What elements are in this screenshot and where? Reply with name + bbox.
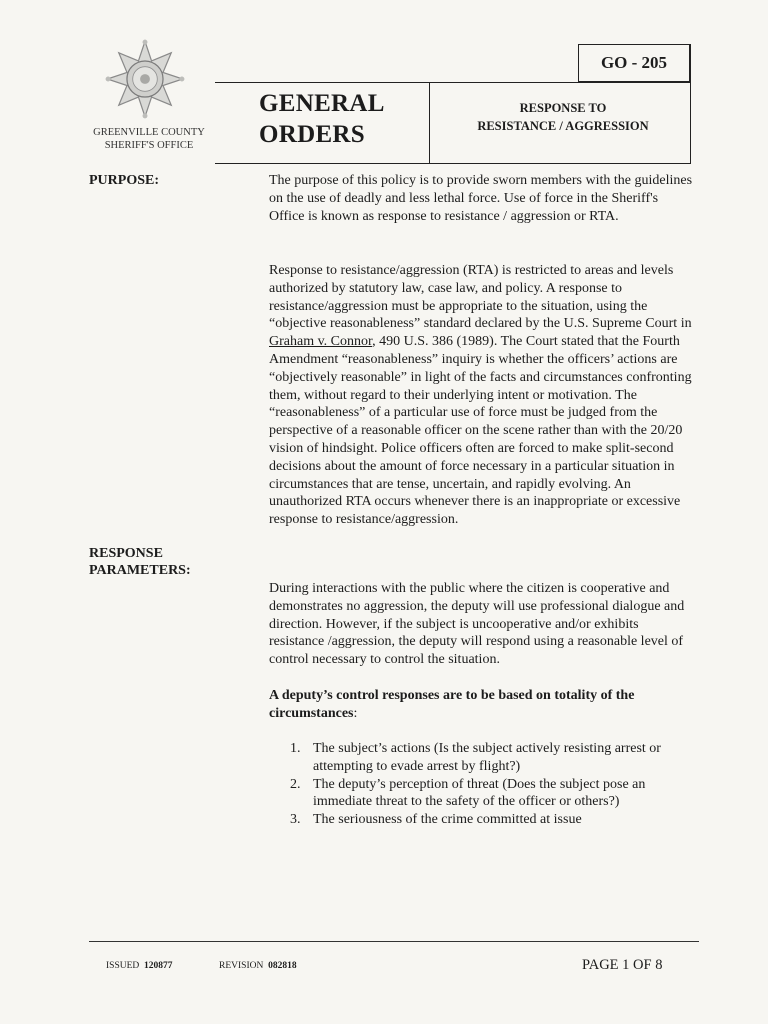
purpose-label: PURPOSE: (89, 173, 159, 188)
issued-label: ISSUED (106, 961, 140, 971)
list-item-text: The deputy’s perception of threat (Does the subject pose an immediate threat to the safety of the officer or others?) (313, 776, 646, 810)
header-rule-top (215, 82, 691, 83)
title-line-2: ORDERS (259, 121, 365, 148)
control-responses-statement (269, 687, 697, 723)
circumstances-list (284, 740, 704, 829)
paragraph-text: Response to resistance/aggression (RTA) is restricted to areas and levels authorized by statutory law, case law, and policy. A response to resistance/aggression must be appropriate to the situation, using the “objective reasonableness” standard declared by the U.S. Supreme Court in (269, 263, 692, 332)
list-item (284, 776, 704, 812)
list-item-number: 3. (290, 812, 301, 828)
header-rule-bottom (215, 163, 691, 164)
agency-name (78, 126, 220, 152)
bold-statement: A deputy’s control responses are to be based on totality of the circumstances (269, 688, 635, 721)
statement-colon: : (353, 705, 358, 721)
header-right-border (690, 44, 691, 164)
order-number-box: GO - 205 (578, 44, 690, 82)
title-line-1: GENERAL (259, 90, 385, 117)
revision-value: 082818 (268, 961, 297, 971)
revision-date (219, 961, 297, 971)
list-item (284, 740, 704, 776)
case-citation: Graham v. Connor (269, 334, 373, 350)
document-title (259, 88, 385, 150)
issued-date (106, 961, 173, 971)
response-paragraph: During interactions with the public where the citizen is cooperative and demonstrates no aggression, the deputy will use professional dialogue and direction. However, if the subject is uncooperative and/or exhibits resistance /aggression, the deputy will respond using a reasonable level of control necessary to control the situation. (269, 581, 685, 668)
paragraph-text: , 490 U.S. 386 (1989). The Court stated that the Fourth Amendment “reasonableness” inquiry is whether the officers’ actions are “objectively reasonable” in light of the facts and circumstances confronting them, without regard to their underlying intent or motivation. The “reasonableness” of a particular use of force must be judged from the perspective of a reasonable officer on the scene rather than with the 20/20 vision of hindsight. Police officers often are forced to make split-second decisions about the amount of force necessary in a particular situation in circumstances that are tense, uncertain, and rapidly evolving. An unauthorized RTA occurs whenever there is an inappropriate or excessive response to resistance/aggression. (269, 334, 692, 528)
list-item-text: The subject’s actions (Is the subject actively resisting arrest or attempting to evade arrest by flight?) (313, 741, 661, 774)
agency-line-2: SHERIFF'S OFFICE (104, 140, 194, 151)
agency-line-1: GREENVILLE COUNTY (93, 127, 205, 138)
footer-rule (89, 941, 699, 942)
list-item (284, 811, 704, 829)
subject-line-1: RESPONSE TO (519, 101, 607, 115)
label-line-1: RESPONSE (89, 546, 163, 561)
list-item-text: The seriousness of the crime committed at issue (313, 812, 582, 828)
purpose-paragraph-1: The purpose of this policy is to provide sworn members with the guidelines on the use of deadly and less lethal force. Use of force in the Sheriff's Office is known as response to resistance / aggression or RTA. (269, 173, 693, 224)
revision-label: REVISION (219, 961, 264, 971)
list-item-number: 2. (290, 776, 301, 792)
subject-line-2: RESISTANCE / AGGRESSION (477, 119, 649, 133)
sheriff-star-badge-icon (104, 38, 186, 120)
header-divider (429, 82, 430, 164)
list-item-number: 1. (290, 741, 301, 756)
purpose-paragraph-2 (269, 262, 697, 529)
label-line-2: PARAMETERS: (89, 563, 191, 578)
page-number: PAGE 1 OF 8 (582, 957, 663, 973)
issued-value: 120877 (144, 961, 173, 971)
document-subject (440, 99, 686, 135)
response-parameters-label (89, 545, 239, 579)
